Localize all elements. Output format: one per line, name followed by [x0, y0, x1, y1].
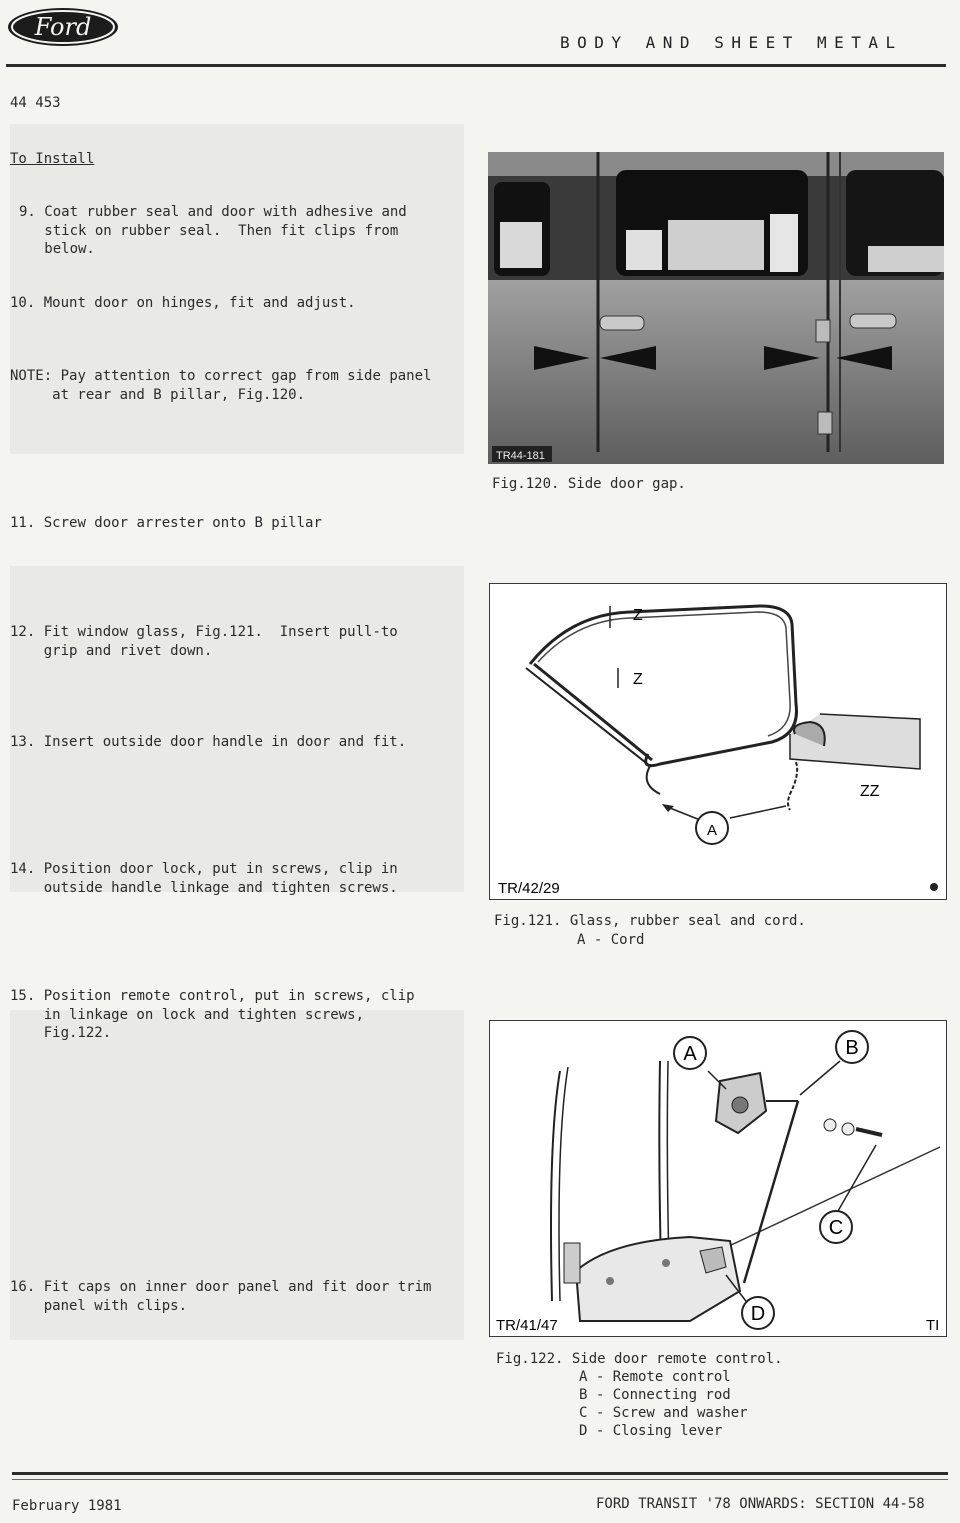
background-shadow [10, 124, 464, 454]
footer-rule-thin [12, 1479, 948, 1480]
fig-122-legend-c: C - Screw and washer [579, 1405, 748, 1421]
fig-122-caption: Fig.122. Side door remote control. [496, 1351, 783, 1367]
section-title: BODY AND SHEET METAL [560, 33, 903, 52]
step-15: 15. Position remote control, put in screws, clip in linkage on lock and tighten screws, Fig.122. [10, 988, 415, 1041]
fig-121-diagram [490, 584, 946, 899]
svg-text:Ford: Ford [34, 13, 92, 41]
step-13: 13. Insert outside door handle in door and fit. [10, 734, 407, 750]
fig-121-code: TR/42/29 [498, 880, 560, 897]
install-heading: To Install [10, 151, 95, 167]
fig-122-corner: TI [926, 1317, 940, 1334]
step-11: 11. Screw door arrester onto B pillar [10, 515, 322, 531]
footer-date: February 1981 [12, 1498, 122, 1514]
fig-121-caption: Fig.121. Glass, rubber seal and cord. [494, 913, 806, 929]
fig-122-legend-a: A - Remote control [579, 1369, 731, 1385]
fig-121-label-a: A [706, 822, 718, 839]
footer-rule [12, 1472, 948, 1475]
header-rule [6, 64, 946, 67]
fig-122-legend-b: B - Connecting rod [579, 1387, 731, 1403]
fig-121-legend-a: A - Cord [577, 932, 645, 948]
fig-121-label-z2: Z [633, 671, 643, 688]
step-10: 10. Mount door on hinges, fit and adjust. [10, 295, 356, 311]
note: NOTE: Pay attention to correct gap from side panel at rear and B pillar, Fig.120. [10, 368, 432, 403]
fig-122-frame [489, 1020, 947, 1337]
step-14: 14. Position door lock, put in screws, clip in outside handle linkage and tighten screws. [10, 861, 398, 896]
fig-121-label-z1: Z [633, 607, 643, 624]
background-shadow [10, 566, 464, 892]
fig-121-label-zz: ZZ [860, 783, 880, 800]
step-12: 12. Fit window glass, Fig.121. Insert pull-to grip and rivet down. [10, 624, 398, 659]
step-9: 9. Coat rubber seal and door with adhesive and stick on rubber seal. Then fit clips from below. [19, 204, 407, 257]
fig-122-code: TR/41/47 [496, 1317, 558, 1334]
fig-121-frame [489, 583, 947, 900]
fig-122-diagram [490, 1021, 946, 1336]
footer-publication: FORD TRANSIT '78 ONWARDS: SECTION 44-58 [596, 1496, 925, 1512]
fig-122-label-d: D [750, 1303, 766, 1325]
ford-logo [6, 6, 120, 48]
fig-120-code: TR44-181 [496, 450, 545, 462]
fig-120-caption: Fig.120. Side door gap. [492, 476, 686, 492]
fig-122-legend-d: D - Closing lever [579, 1423, 723, 1439]
section-code: 44 453 [10, 95, 61, 111]
fig-122-label-c: C [828, 1217, 844, 1239]
fig-122-label-b: B [845, 1037, 859, 1059]
fig-120-photo [488, 152, 944, 464]
fig-122-label-a: A [683, 1043, 697, 1065]
step-16: 16. Fit caps on inner door panel and fit door trim panel with clips. [10, 1279, 432, 1314]
